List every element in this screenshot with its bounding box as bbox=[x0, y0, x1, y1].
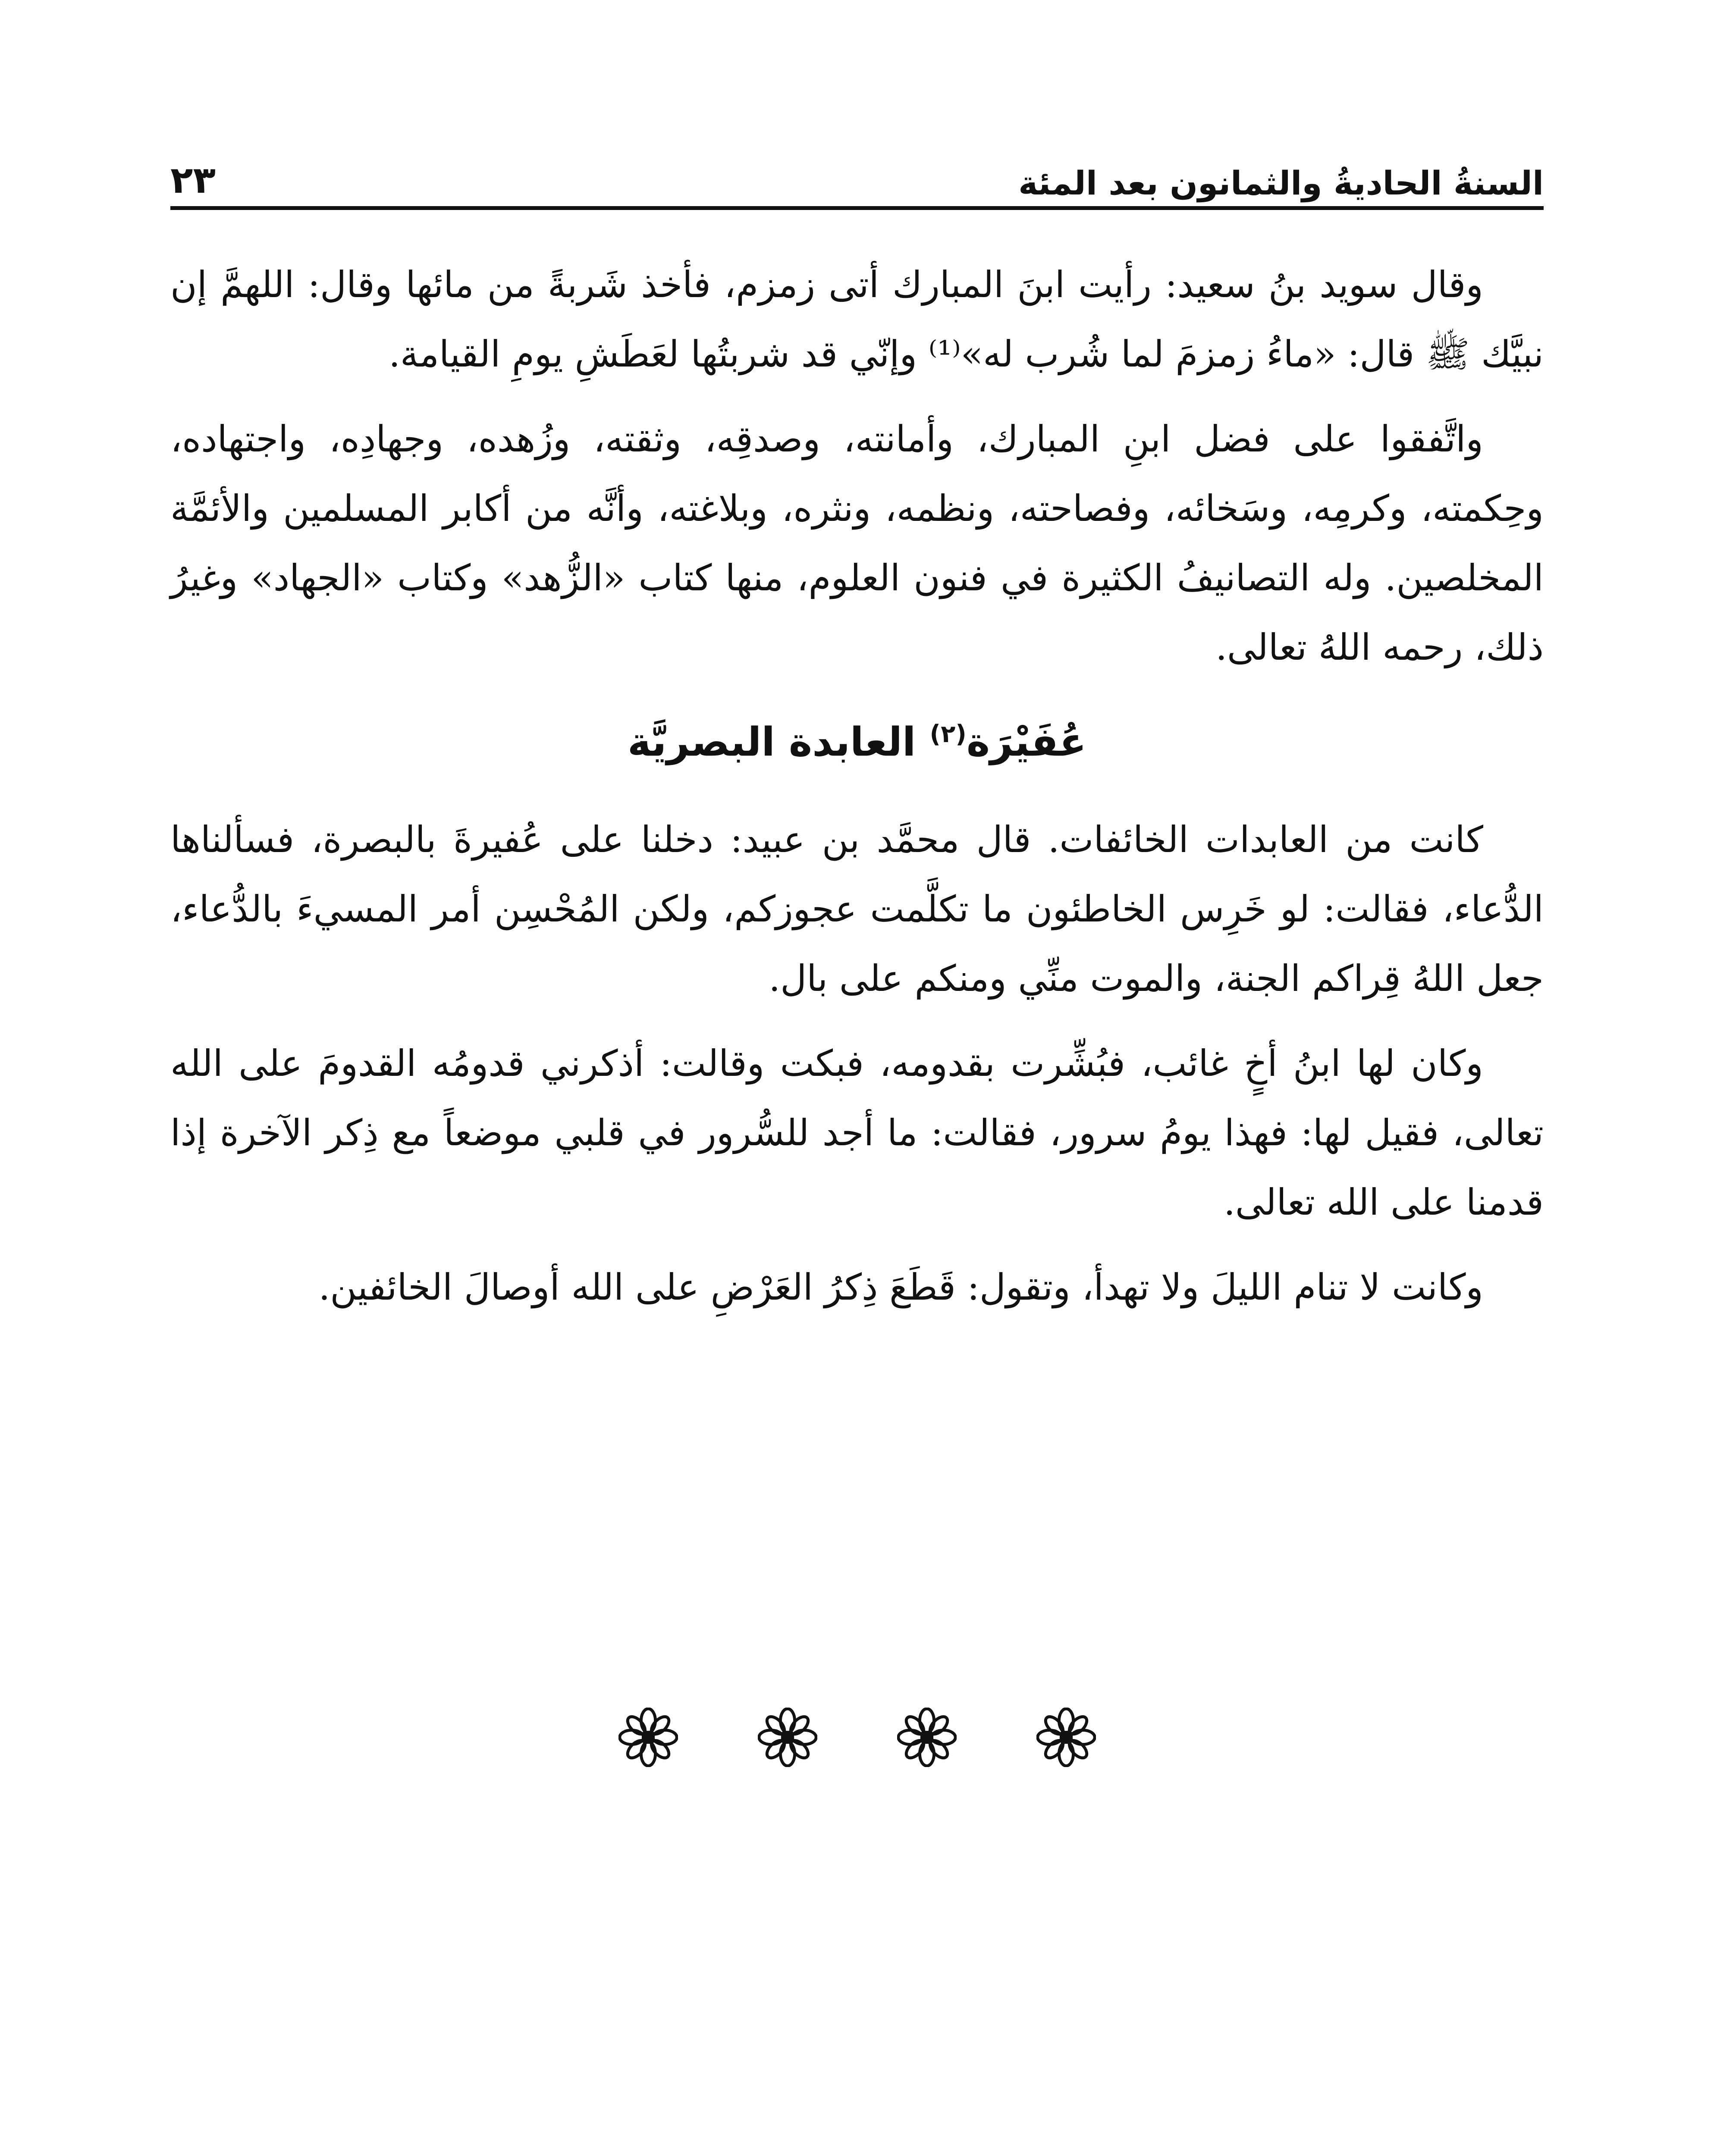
flower-ornament-icon bbox=[897, 1708, 957, 1767]
section-end-ornaments bbox=[0, 1708, 1714, 1767]
page-header bbox=[170, 125, 1544, 203]
paragraph: وكان لها ابنُ أخٍ غائب، فبُشِّرت بقدومه، فبكت وقالت: أذكرني قدومُه القدومَ على الله تعالى، فقيل لها: فهذا يومُ سرور، فقالت: ما أجد للسُّرور في قلبي موضعاً مع ذِكر الآخرة إذا قدمنا على الله تعالى. bbox=[170, 1042, 1544, 1223]
flower-ornament-icon bbox=[618, 1708, 678, 1767]
page-number: ٢٣ bbox=[170, 158, 216, 202]
flower-ornament-icon bbox=[758, 1708, 817, 1767]
paragraph: وقال سويد بنُ سعيد: رأيت ابنَ المبارك أتى زمزم، فأخذ شَربةً من مائها وقال: اللهمَّ إن نبيَّك ﷺ قال: «ماءُ زمزمَ لما شُرب له»⁽¹⁾ وإنّي قد شربتُها لعَطَشِ يومِ القيامة. bbox=[170, 263, 1544, 375]
paragraph: واتَّفقوا على فضل ابنِ المبارك، وأمانته، وصدقِه، وثقته، وزُهده، وجهادِه، واجتهاده، وحِكمته، وكرمِه، وسَخائه، وفصاحته، ونظمه، ونثره، وبلاغته، وأنَّه من أكابر المسلمين والأئمَّة المخلصين. وله التصانيفُ الكثيرة في فنون العلوم، منها كتاب «الزُّهد» وكتاب «الجهاد» وغيرُ ذلك، رحمه اللهُ تعالى. bbox=[170, 418, 1544, 668]
paragraph: وكانت لا تنام الليلَ ولا تهدأ، وتقول: قَطَعَ ذِكرُ العَرْضِ على الله أوصالَ الخائفين. bbox=[318, 1266, 1483, 1308]
heading-name: عُفَيْرَة bbox=[966, 719, 1086, 765]
main-text bbox=[170, 250, 1544, 1338]
heading-description: العابدة البصريَّة bbox=[628, 719, 916, 765]
header-rule bbox=[170, 206, 1544, 210]
heading-footnote-marker: (٢) bbox=[929, 720, 967, 748]
section-heading bbox=[170, 698, 1544, 779]
running-title: السنةُ الحاديةُ والثمانون بعد المئة bbox=[1018, 163, 1544, 202]
paragraph: كانت من العابدات الخائفات. قال محمَّد بن عبيد: دخلنا على عُفيرةَ بالبصرة، فسألناها الدُّعاء، فقالت: لو خَرِس الخاطئون ما تكلَّمت عجوزكم، ولكن المُحْسِن أمر المسيءَ بالدُّعاء، جعل اللهُ قِراكم الجنة، والموت منِّي ومنكم على بال. bbox=[170, 818, 1544, 1000]
flower-ornament-icon bbox=[1036, 1708, 1096, 1767]
